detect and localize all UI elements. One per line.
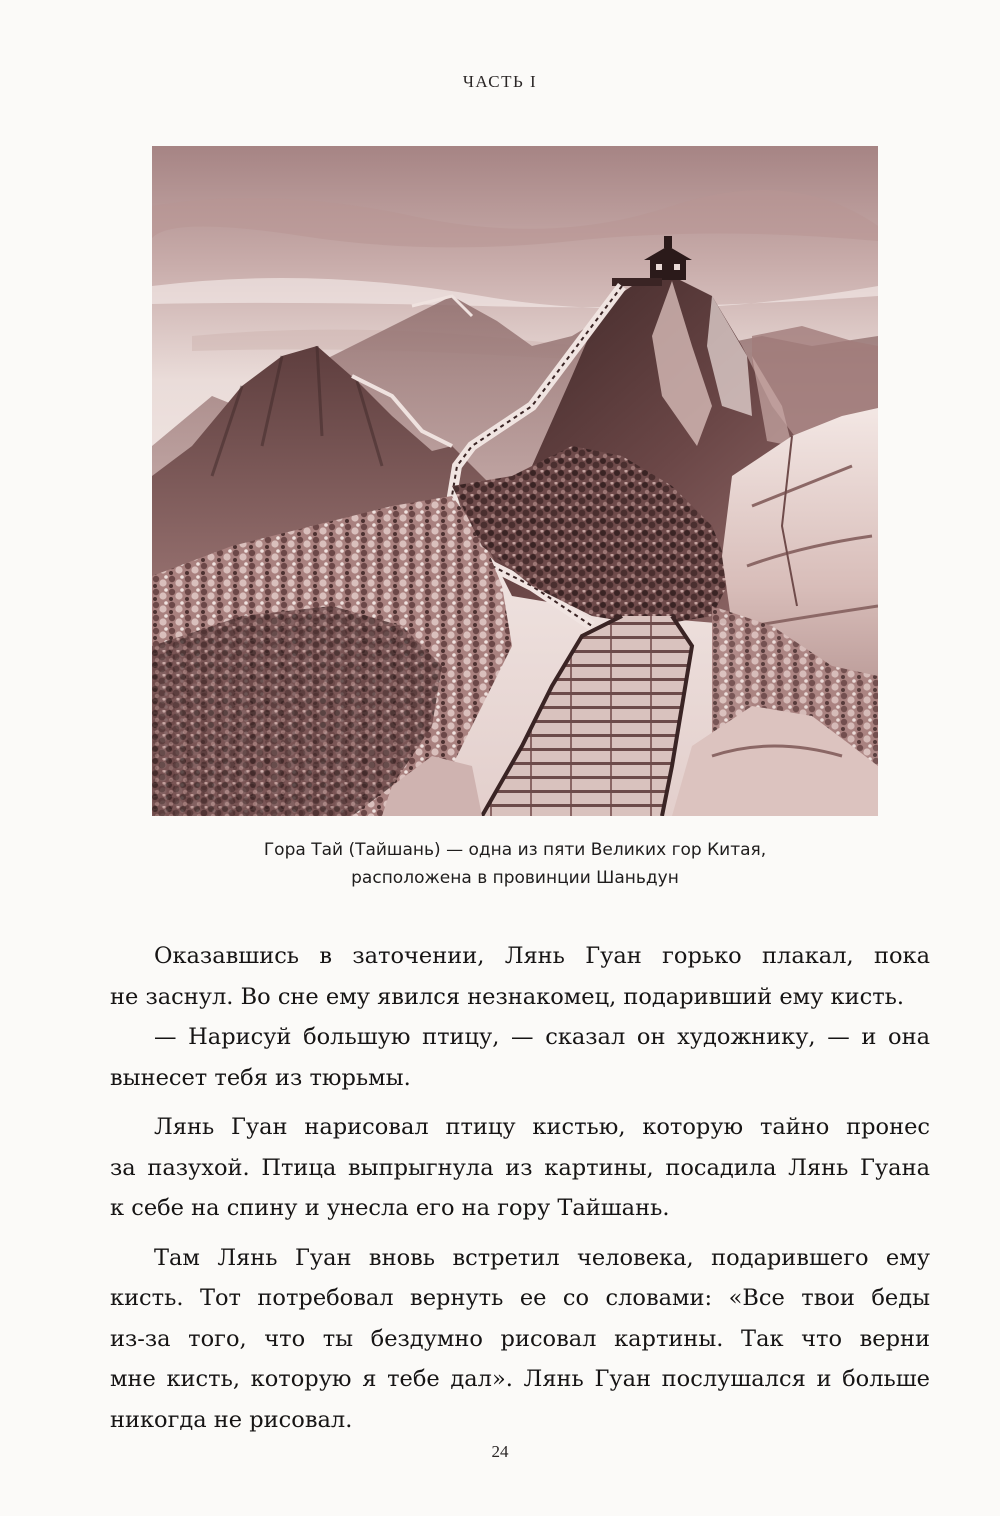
page-number: 24 <box>491 1442 509 1461</box>
paragraph-1-line-2: не заснул. Во сне ему явился незнакомец, подаривший ему кисть. <box>110 983 905 1010</box>
paragraph-4-line-3: из-за того, что ты бездумно рисовал картины. Так что верни <box>110 1325 930 1352</box>
figure-caption <box>150 836 880 892</box>
caption-line: Гора Тай (Тайшань) — одна из пяти Великих гор Китая, <box>263 840 767 860</box>
mount-tai-illustration <box>152 146 878 816</box>
running-head: ЧАСТЬ I <box>462 72 538 91</box>
paragraph-4-line-2: кисть. Тот потребовал вернуть ее со словами: «Все твои беды <box>110 1285 930 1311</box>
paragraph-2-line-1: — Нарисуй большую птицу, — сказал он художнику, — и она <box>154 1024 930 1050</box>
paragraph-1-line-1: Оказавшись в заточении, Лянь Гуан горько плакал, пока <box>154 943 930 969</box>
paragraph-3-line-1: Лянь Гуан нарисовал птицу кистью, которую тайно пронес <box>154 1114 930 1140</box>
great-wall-mountain-image <box>152 146 878 816</box>
caption-line: расположена в провинции Шаньдун <box>351 868 679 888</box>
paragraph-3-line-3: к себе на спину и унесла его на гору Тайшань. <box>110 1195 670 1221</box>
paragraph-4-line-5: никогда не рисовал. <box>110 1406 353 1433</box>
paragraph-2-line-2: вынесет тебя из тюрьмы. <box>110 1064 411 1091</box>
paragraph-4-line-1: Там Лянь Гуан вновь встретил человека, подарившего ему <box>154 1244 930 1271</box>
body-text <box>110 936 930 1440</box>
paragraph-4-line-4: мне кисть, которую я тебе дал». Лянь Гуан послушался и больше <box>110 1366 930 1392</box>
paragraph-3-line-2: за пазухой. Птица выпрыгнула из картины, посадила Лянь Гуана <box>110 1154 930 1181</box>
